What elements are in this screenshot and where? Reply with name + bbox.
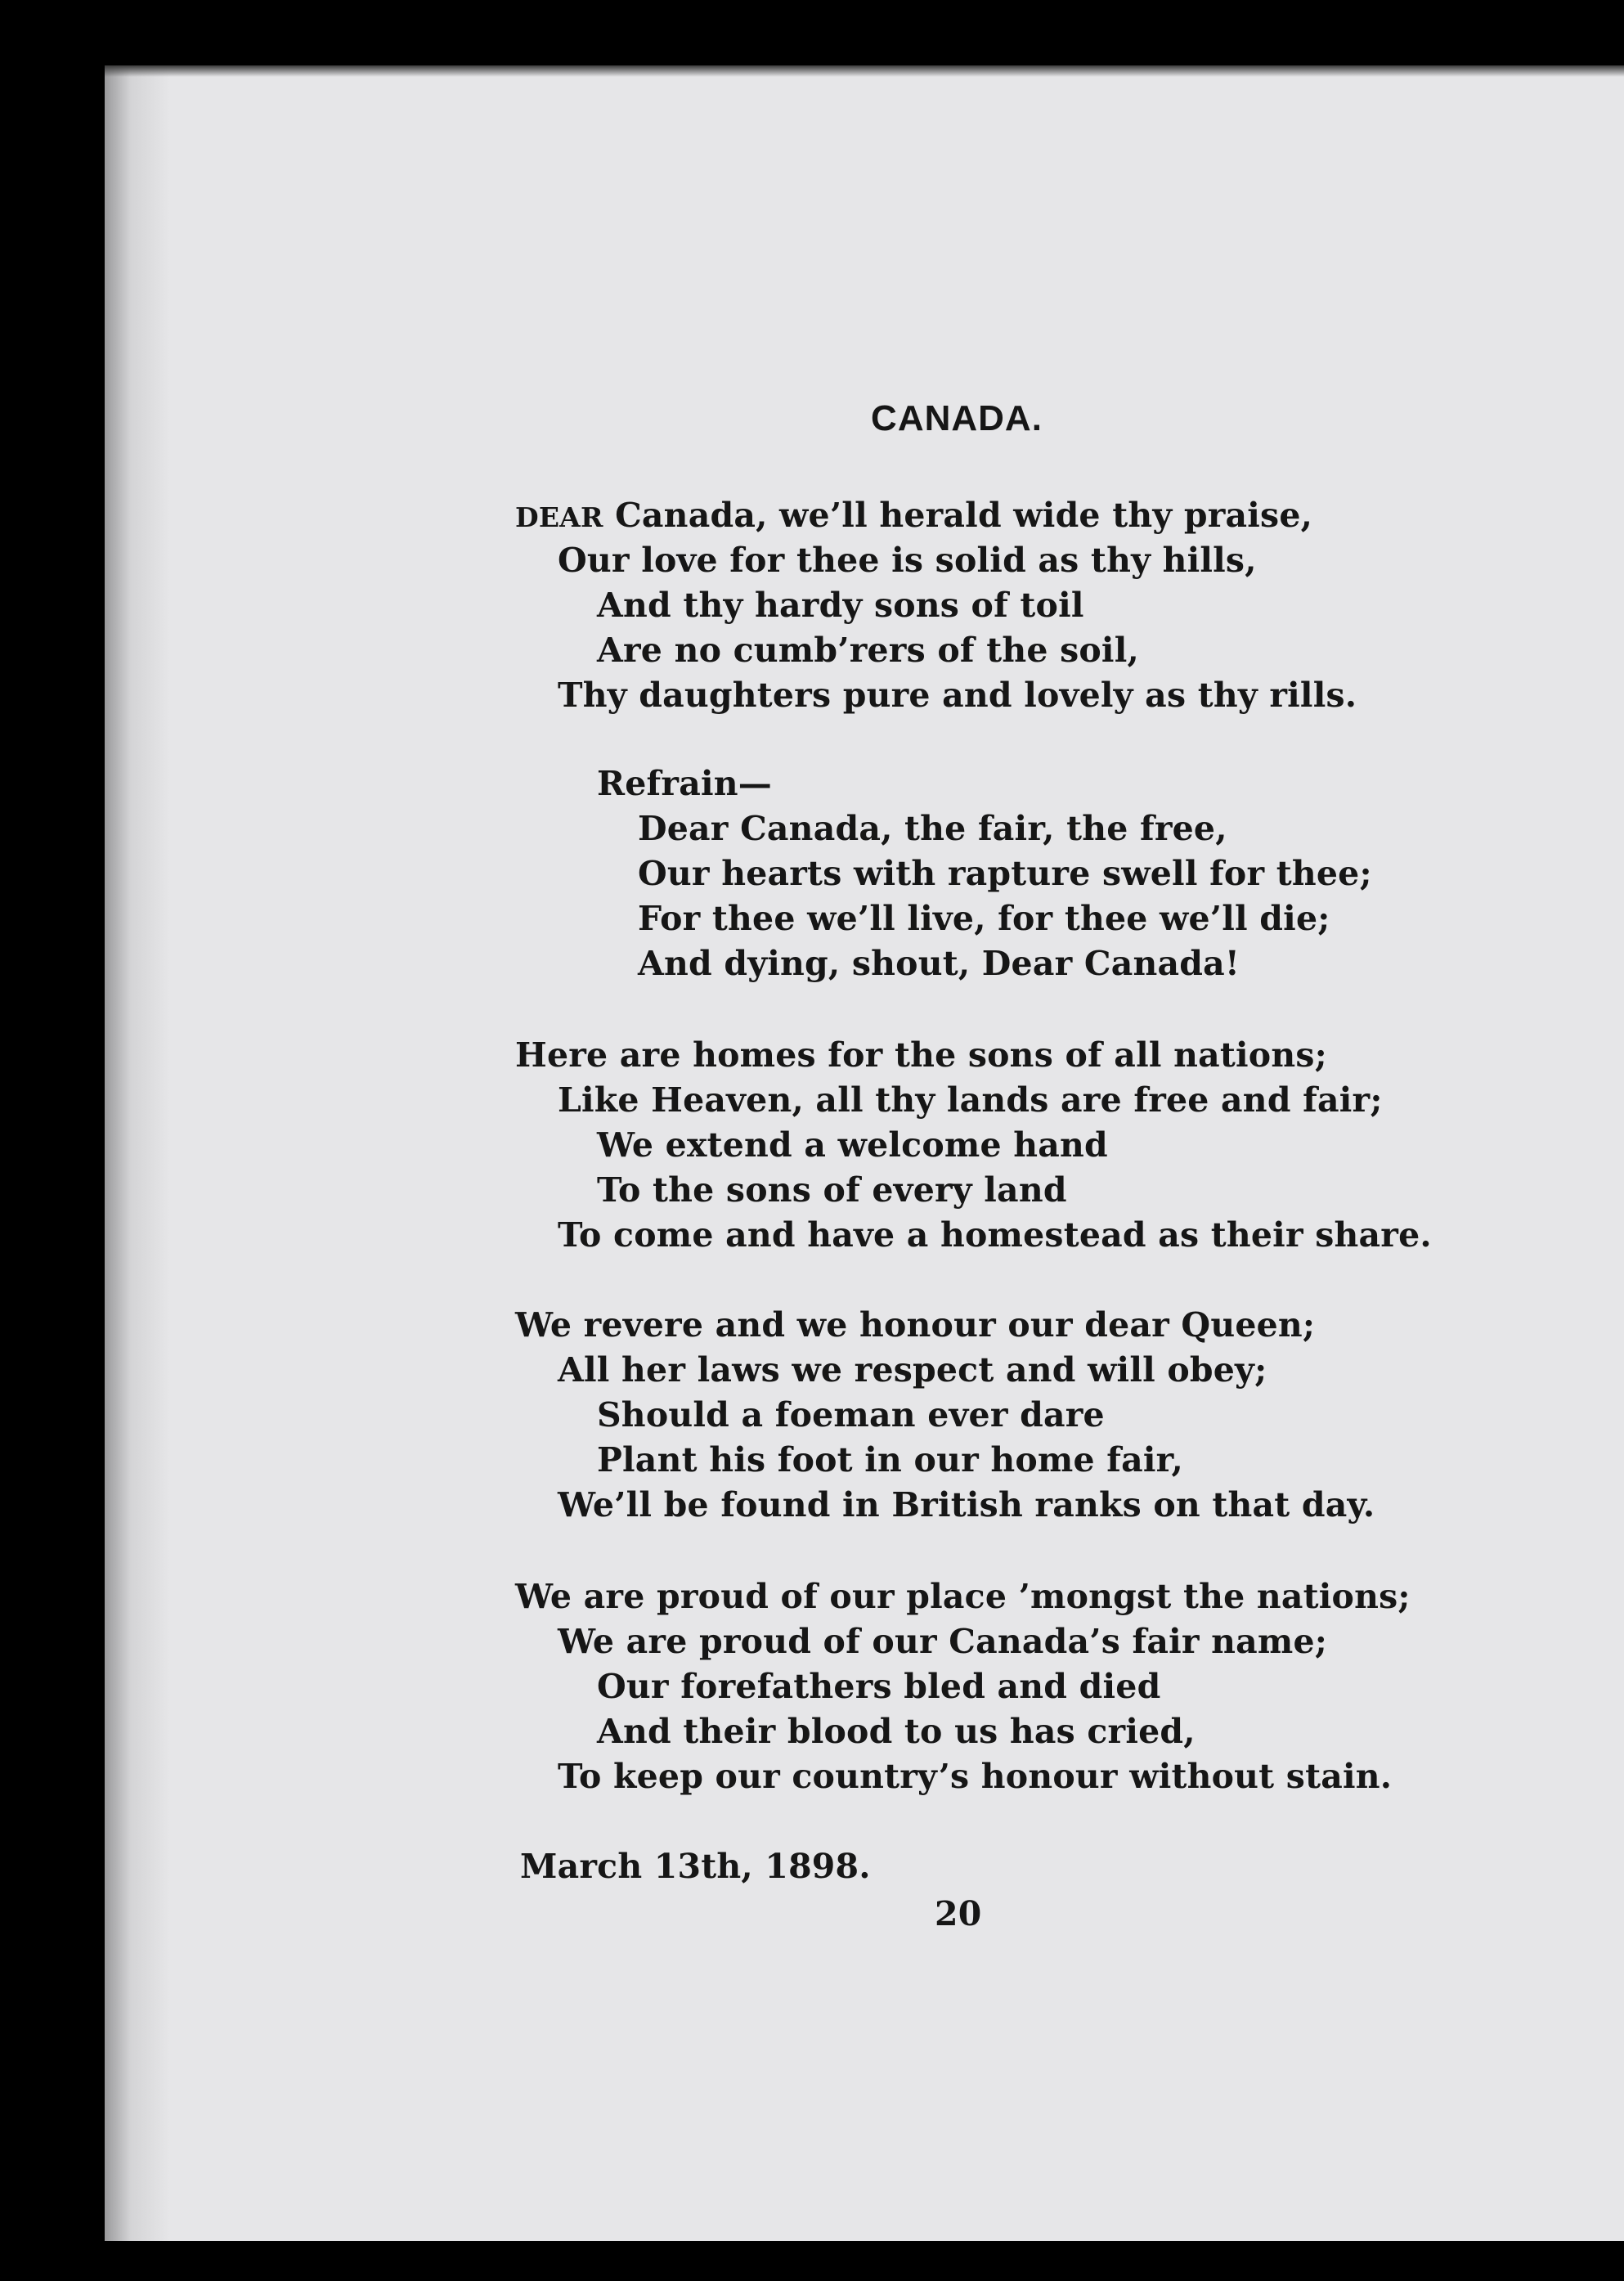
stanza-3-line-5: We’ll be found in British ranks on that day. <box>558 1485 1375 1524</box>
stanza-4-line-5: To keep our country’s honour without stain. <box>558 1757 1393 1796</box>
stanza-2-line-2: Like Heaven, all thy lands are free and fair; <box>558 1080 1383 1120</box>
stanza-4-line-2: We are proud of our Canada’s fair name; <box>558 1622 1328 1661</box>
poem-title: CANADA. <box>871 398 1043 438</box>
stanza-4-line-1: We are proud of our place ’mongst the nations; <box>515 1577 1411 1616</box>
stanza-4-line-4: And their blood to us has cried, <box>597 1712 1196 1751</box>
refrain-label: Refrain— <box>597 764 772 803</box>
stanza-2-line-1: Here are homes for the sons of all nations; <box>515 1035 1327 1075</box>
refrain-line-3: For thee we’ll live, for thee we’ll die; <box>638 899 1330 938</box>
stanza-3-line-1: We revere and we honour our dear Queen; <box>515 1305 1316 1345</box>
stanza-1-line-3: And thy hardy sons of toil <box>597 586 1084 625</box>
poem-date: March 13th, 1898. <box>520 1847 871 1886</box>
stanza-1-line-1-rest: Canada, we’ll herald wide thy praise, <box>603 496 1313 535</box>
stanza-1-line-5: Thy daughters pure and lovely as thy rills. <box>558 676 1357 715</box>
stanza-2-line-5: To come and have a homestead as their share. <box>558 1215 1432 1255</box>
stanza-1-line-2: Our love for thee is solid as thy hills, <box>558 541 1257 580</box>
refrain-line-1: Dear Canada, the fair, the free, <box>638 809 1227 848</box>
stanza-1-line-4: Are no cumb’rers of the soil, <box>597 631 1139 670</box>
stanza-2-line-3: We extend a welcome hand <box>597 1125 1108 1165</box>
page-number: 20 <box>935 1894 982 1933</box>
page-top-shadow <box>105 65 1624 77</box>
refrain-line-2: Our hearts with rapture swell for thee; <box>638 854 1372 893</box>
page-edge-shadow <box>105 65 170 2241</box>
stanza-1-line-1 <box>515 496 1313 535</box>
stanza-3-line-2: All her laws we respect and will obey; <box>558 1350 1267 1390</box>
stanza-3-line-4: Plant his foot in our home fair, <box>597 1440 1183 1480</box>
refrain-line-4: And dying, shout, Dear Canada! <box>638 944 1240 983</box>
stanza-4-line-3: Our forefathers bled and died <box>597 1667 1161 1706</box>
drop-word: DEAR <box>515 501 603 533</box>
stanza-3-line-3: Should a foeman ever dare <box>597 1395 1105 1435</box>
stanza-2-line-4: To the sons of every land <box>597 1170 1067 1210</box>
